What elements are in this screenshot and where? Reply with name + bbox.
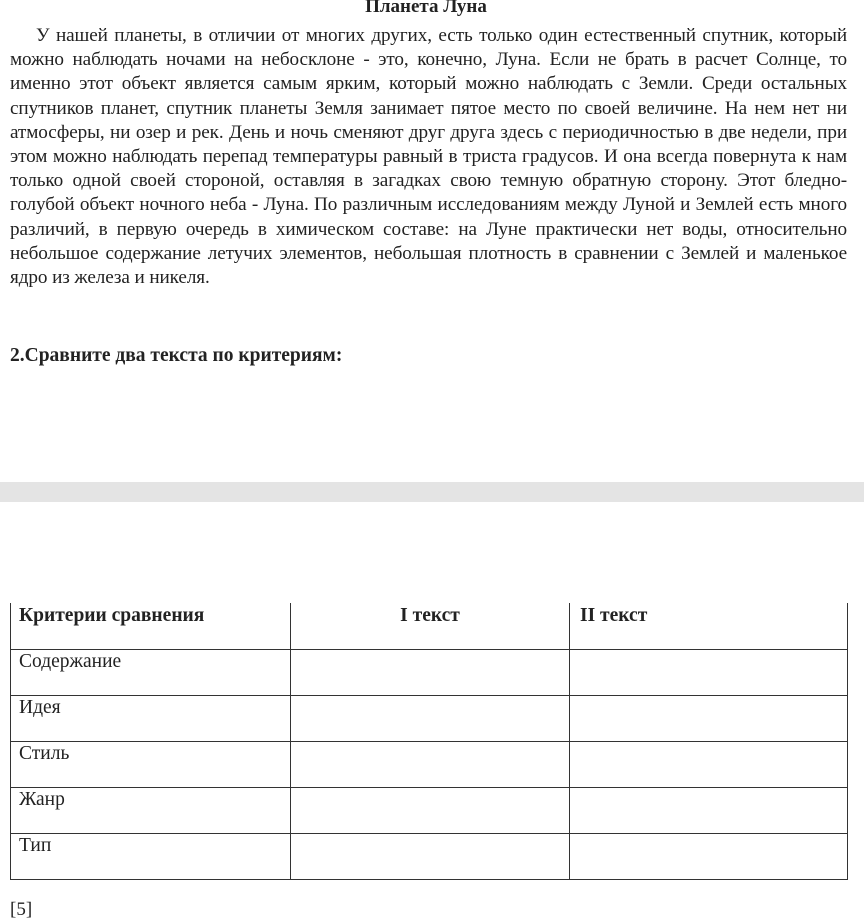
body-paragraph: У нашей планеты, в отличии от многих других, есть только один естественный спутник, который можно наблюдать ночами на небосклоне - это, конечно, Луна. Если не брать в расчет Солнце, то именно этот объект является самым ярким, который можно наблюдать с Земли. Среди остальных спутников планет, спутник планеты Земля занимает пятое место по своей величине. На нем нет ни атмосферы, ни озер и рек. День и ночь сменяют друг друга здесь с периодичностью в две недели, при этом можно наблюдать перепад температуры равный в триста градусов. И она всегда повернута к нам только одной своей стороной, оставляя в загадках свою темную обратную сторону. Этот бледно-голубой объект ночного неба - Луна. По различным исследованиям между Луной и Землей есть много различий, в первую очередь в химическом составе: на Луне практически нет воды, относительно небольшое содержание летучих элементов, небольшая плотность в сравнении с Землей и маленькое ядро из железа и никеля. — [10, 25, 847, 289]
marks-label: [5] — [10, 899, 33, 920]
text2-cell[interactable] — [570, 741, 848, 787]
text2-cell[interactable] — [570, 649, 848, 695]
text1-cell[interactable] — [291, 741, 570, 787]
criterion-cell: Содержание — [11, 649, 291, 695]
text1-cell[interactable] — [291, 833, 570, 879]
page-title-text: Планета Луна — [365, 0, 487, 17]
text1-cell[interactable] — [291, 695, 570, 741]
table-row — [11, 833, 848, 879]
page-title — [0, 0, 864, 19]
table-row — [11, 787, 848, 833]
task-heading: 2.Сравните два текста по критериям: — [10, 345, 343, 366]
table-row — [11, 649, 848, 695]
table-row — [11, 695, 848, 741]
criterion-cell: Идея — [11, 695, 291, 741]
header-text2: II текст — [570, 603, 848, 649]
text1-cell[interactable] — [291, 649, 570, 695]
page-separator — [0, 482, 864, 502]
text2-cell[interactable] — [570, 787, 848, 833]
table-header-row — [11, 603, 848, 649]
comparison-table — [10, 603, 848, 880]
header-text1: I текст — [291, 603, 570, 649]
table-row — [11, 741, 848, 787]
text2-cell[interactable] — [570, 833, 848, 879]
header-criteria: Критерии сравнения — [11, 603, 291, 649]
text1-cell[interactable] — [291, 787, 570, 833]
criterion-cell: Тип — [11, 833, 291, 879]
text2-cell[interactable] — [570, 695, 848, 741]
criterion-cell: Жанр — [11, 787, 291, 833]
criterion-cell: Стиль — [11, 741, 291, 787]
